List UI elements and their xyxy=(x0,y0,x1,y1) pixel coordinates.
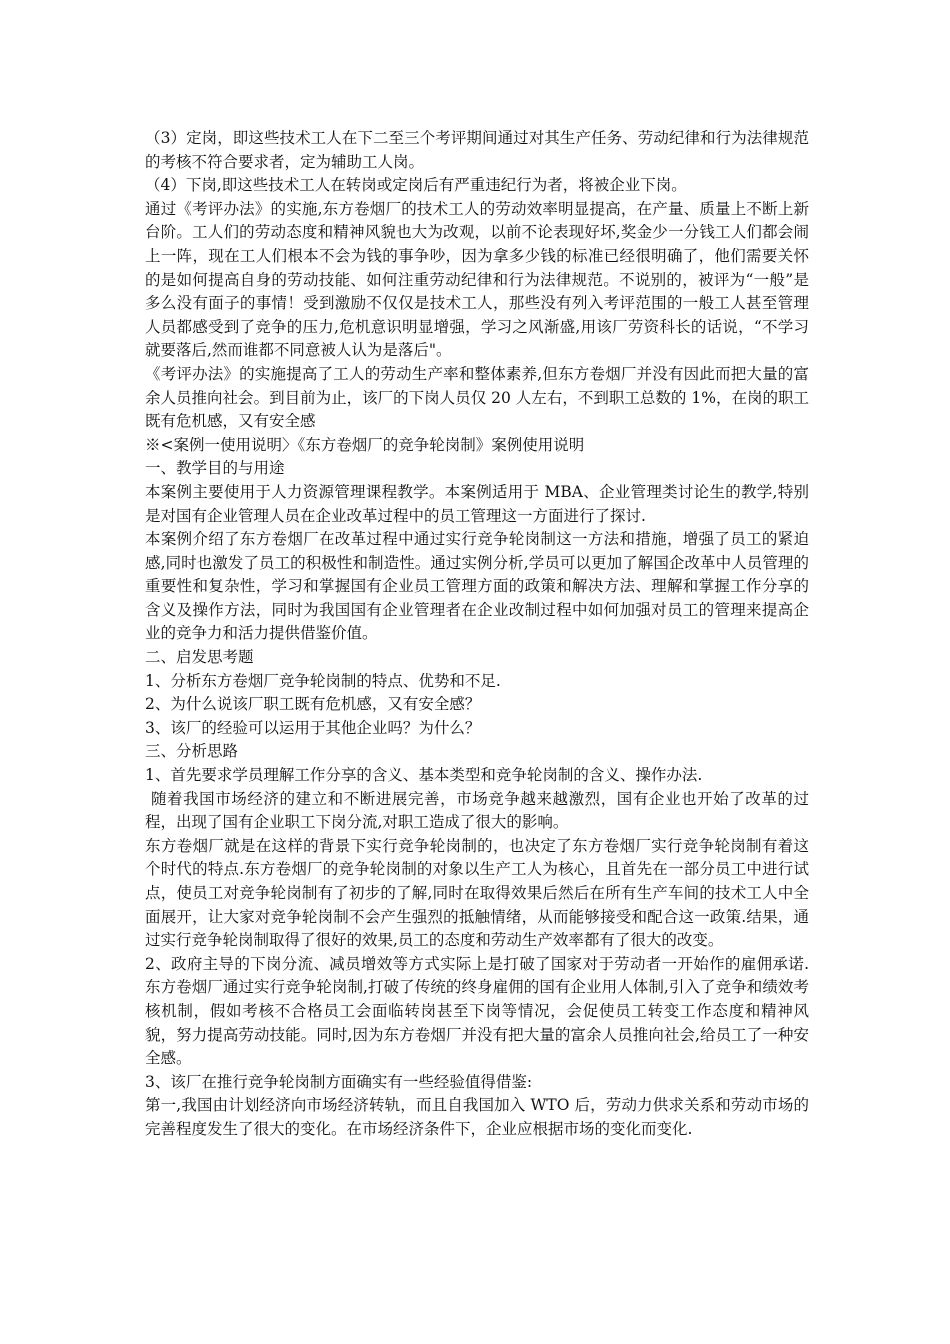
list-item: 2、为什么说该厂职工既有危机感，又有安全感？ xyxy=(145,695,481,714)
list-item: 3、该厂的经验可以运用于其他企业吗？为什么？ xyxy=(145,718,481,737)
paragraph: 本案例主要使用于人力资源管理课程教学。本案例适用于 MBA、企业管理类讨论生的教学,特别是对国有企业管理人员在企业改革过程中的员工管理这一方面进行了探讨. xyxy=(145,482,809,525)
paragraph: 东方卷烟厂就是在这样的背景下实行竞争轮岗制的，也决定了东方卷烟厂实行竞争轮岗制有着这个时代的特点.东方卷烟厂的竞争轮岗制的对象以生产工人为核心，且首先在一部分员工中进行试点，使员工对竞争轮岗制有了初步的了解,同时在取得效果后然后在所有生产车间的技术工人中全面展开，让大家对竞争轮岗制不会产生强烈的抵触情绪，从而能够接受和配合这一政策.结果，通过实行竞争轮岗制取得了很好的效果,员工的态度和劳动生产效率都有了很大的改变。 xyxy=(145,836,809,950)
case-usage-title: ※<案例一使用说明〉《东方卷烟厂的竞争轮岗制》案例使用说明 xyxy=(145,435,585,454)
paragraph: 通过《考评办法》的实施,东方卷烟厂的技术工人的劳动效率明显提高，在产量、质量上不断上新台阶。工人们的劳动态度和精神风貌也大为改观，以前不论表现好坏,奖金少一分钱工人们都会闹上一阵，现在工人们根本不会为钱的事争吵，因为拿多少钱的标准已经很明确了，他们需要关怀的是如何提高自身的劳动技能、如何注重劳动纪律和行为法律规范。不说别的，被评为“一般”是多么没有面子的事情！受到激励不仅仅是技术工人，那些没有列入考评范围的一般工人甚至管理人员都感受到了竞争的压力,危机意识明显增强，学习之风渐盛,用该厂劳资科长的话说，“不学习就要落后,然而谁都不同意被人认为是落后"。 xyxy=(145,199,809,360)
list-item: 2、政府主导的下岗分流、减员增效等方式实际上是打破了国家对于劳动者一开始作的雇佣承诺.东方卷烟厂通过实行竞争轮岗制,打破了传统的终身雇佣的国有企业用人体制,引入了竞争和绩效考核机制，假如考核不合格员工会面临转岗甚至下岗等情况，会促使员工转变工作态度和精神风貌，努力提高劳动技能。同时,因为东方卷烟厂并没有把大量的富余人员推向社会,给员工了一种安全感。 xyxy=(145,954,809,1068)
list-item: 1、首先要求学员理解工作分享的含义、基本类型和竞争轮岗制的含义、操作办法. xyxy=(145,766,703,785)
paragraph: 第一,我国由计划经济向市场经济转轨，而且自我国加入 WTO 后，劳动力供求关系和劳动市场的完善程度发生了很大的变化。在市场经济条件下，企业应根据市场的变化而变化. xyxy=(145,1096,809,1138)
document-body xyxy=(145,127,809,1142)
section-heading: 二、启发思考题 xyxy=(145,648,254,667)
paragraph: （4）下岗,即这些技术工人在转岗或定岗后有严重违纪行为者，将被企业下岗。 xyxy=(145,176,687,195)
section-heading: 三、分析思路 xyxy=(145,742,239,761)
paragraph: （3）定岗，即这些技术工人在下二至三个考评期间通过对其生产任务、劳动纪律和行为法律规范的考核不符合要求者，定为辅助工人岗。 xyxy=(145,129,809,171)
paragraph: 本案例介绍了东方卷烟厂在改革过程中通过实行竞争轮岗制这一方法和措施，增强了员工的紧迫感,同时也激发了员工的积极性和制造性。通过实例分析,学员可以更加了解国企改革中人员管理的重要性和复杂性，学习和掌握国有企业员工管理方面的政策和解决方法、理解和掌握工作分享的含义及操作方法，同时为我国国有企业管理者在企业改制过程中如何加强对员工的管理来提高企业的竞争力和活力提供借鉴价值。 xyxy=(145,530,809,643)
list-item: 1、分析东方卷烟厂竞争轮岗制的特点、优势和不足. xyxy=(145,671,501,690)
section-heading: 一、教学目的与用途 xyxy=(145,459,285,478)
paragraph: 《考评办法》的实施提高了工人的劳动生产率和整体素养,但东方卷烟厂并没有因此而把大量的富余人员推向社会。到目前为止，该厂的下岗人员仅 20 人左右，不到职工总数的 1%，在岗的职工既有危机感，又有安全感 xyxy=(145,364,809,431)
list-item: 3、该厂在推行竞争轮岗制方面确实有一些经验值得借鉴: xyxy=(145,1072,533,1091)
paragraph: 随着我国市场经济的建立和不断进展完善，市场竞争越来越激烈，国有企业也开始了改革的过程，出现了国有企业职工下岗分流,对职工造成了很大的影响。 xyxy=(145,789,809,832)
